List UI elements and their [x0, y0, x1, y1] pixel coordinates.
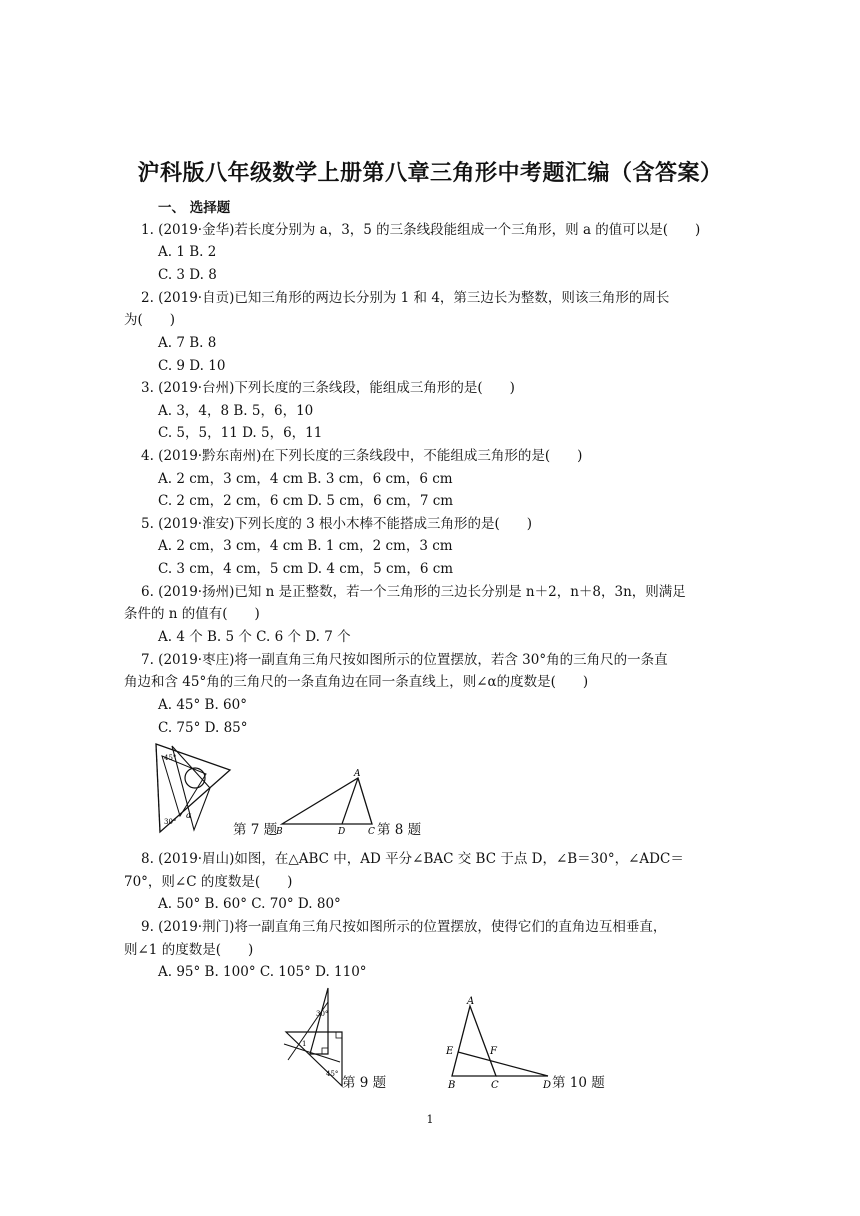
- question-1-options-ab: A. 1 B. 2: [158, 244, 217, 260]
- figure-10-label-D: D: [543, 1080, 552, 1090]
- question-5: 5. (2019·淮安)下列长度的 3 根小木棒不能搭成三角形的是( ): [141, 516, 533, 532]
- question-9-line1: 9. (2019·荆门)将一副直角三角尺按如图所示的位置摆放，使得它们的直角边互相垂直，: [141, 919, 667, 935]
- figure-8-label-B: B: [276, 827, 283, 836]
- question-8-line2: 70°，则∠C 的度数是( ): [124, 874, 293, 890]
- figure-10-caption: 第 10 题: [552, 1075, 605, 1091]
- figure-8-diagram: [276, 766, 382, 836]
- figure-10-label-B: B: [448, 1080, 456, 1090]
- figure-8-label-A: A: [354, 769, 361, 779]
- question-3-options-ab: A. 3，4，8 B. 5，6，10: [158, 403, 314, 419]
- question-6-options: A. 4 个 B. 5 个 C. 6 个 D. 7 个: [158, 629, 351, 645]
- question-7-line2: 角边和含 45°角的三角尺的一条直角边在同一条直线上，则∠α的度数是( ): [124, 674, 589, 690]
- document-title: 沪科版八年级数学上册第八章三角形中考题汇编（含答案）: [137, 161, 723, 186]
- question-2-line1: 2. (2019·自贡)已知三角形的两边长分别为 1 和 4，第三边长为整数，则该三角形的周长: [141, 290, 670, 306]
- figure-8-caption: 第 8 题: [377, 822, 422, 838]
- question-6-line1: 6. (2019·扬州)已知 n 是正整数，若一个三角形的三边长分别是 n＋2，n＋8，3n，则满足: [141, 584, 686, 600]
- question-2-options-cd: C. 9 D. 10: [158, 358, 226, 374]
- question-4-options-ab: A. 2 cm，3 cm，4 cm B. 3 cm，6 cm，6 cm: [158, 471, 453, 487]
- question-8-options: A. 50° B. 60° C. 70° D. 80°: [158, 896, 341, 912]
- figure-9-label-30: 30°: [316, 1010, 329, 1018]
- question-4-options-cd: C. 2 cm，2 cm，6 cm D. 5 cm，6 cm，7 cm: [158, 493, 454, 509]
- question-9-line2: 则∠1 的度数是( ): [124, 942, 254, 958]
- page-number: 1: [426, 1113, 434, 1126]
- question-8-line1: 8. (2019·眉山)如图，在△ABC 中，AD 平分∠BAC 交 BC 于点 D，∠B＝30°，∠ADC＝: [141, 851, 684, 867]
- question-7-options-cd: C. 75° D. 85°: [158, 720, 248, 736]
- question-1-options-cd: C. 3 D. 8: [158, 267, 217, 283]
- question-3-options-cd: C. 5，5，11 D. 5，6，11: [158, 425, 323, 441]
- figure-9-label-45: 45°: [326, 1070, 339, 1078]
- question-6-line2: 条件的 n 的值有( ): [124, 606, 260, 622]
- question-4: 4. (2019·黔东南州)在下列长度的三条线段中，不能组成三角形的是( ): [141, 448, 583, 464]
- figure-9-diagram: [278, 984, 344, 1088]
- figure-10-label-F: F: [490, 1046, 497, 1057]
- figure-10-label-A: A: [467, 996, 475, 1007]
- question-5-options-ab: A. 2 cm，3 cm，4 cm B. 1 cm，2 cm，3 cm: [158, 538, 453, 554]
- question-1: 1. (2019·金华)若长度分别为 a，3，5 的三条线段能组成一个三角形，则 a 的值可以是( ): [141, 222, 701, 238]
- figure-9-caption: 第 9 题: [342, 1075, 387, 1091]
- figure-10-label-E: E: [446, 1046, 454, 1057]
- figure-8-label-D: D: [338, 827, 346, 836]
- figure-7-diagram: [150, 740, 236, 836]
- figure-7-label-alpha: α: [186, 811, 192, 820]
- question-9-options: A. 95° B. 100° C. 105° D. 110°: [158, 964, 367, 980]
- question-7-options-ab: A. 45° B. 60°: [158, 697, 247, 713]
- question-3: 3. (2019·台州)下列长度的三条线段，能组成三角形的是( ): [141, 380, 515, 396]
- question-7-line1: 7. (2019·枣庄)将一副直角三角尺按如图所示的位置摆放，若含 30°角的三角尺的一条直: [141, 652, 668, 668]
- question-5-options-cd: C. 3 cm，4 cm，5 cm D. 4 cm，5 cm，6 cm: [158, 561, 454, 577]
- figure-9-label-1: 1: [302, 1040, 307, 1048]
- figure-10-label-C: C: [491, 1080, 499, 1090]
- question-2-line2: 为( ): [124, 312, 176, 328]
- question-2-options-ab: A. 7 B. 8: [158, 335, 217, 351]
- figure-7-label-30: 30°: [164, 818, 177, 826]
- section-heading: 一、 选择题: [158, 200, 231, 216]
- figure-8-label-C: C: [368, 827, 375, 836]
- figure-7-label-45: 45°: [164, 754, 177, 762]
- figure-7-caption: 第 7 题: [233, 822, 278, 838]
- figure-10-diagram: [440, 994, 556, 1090]
